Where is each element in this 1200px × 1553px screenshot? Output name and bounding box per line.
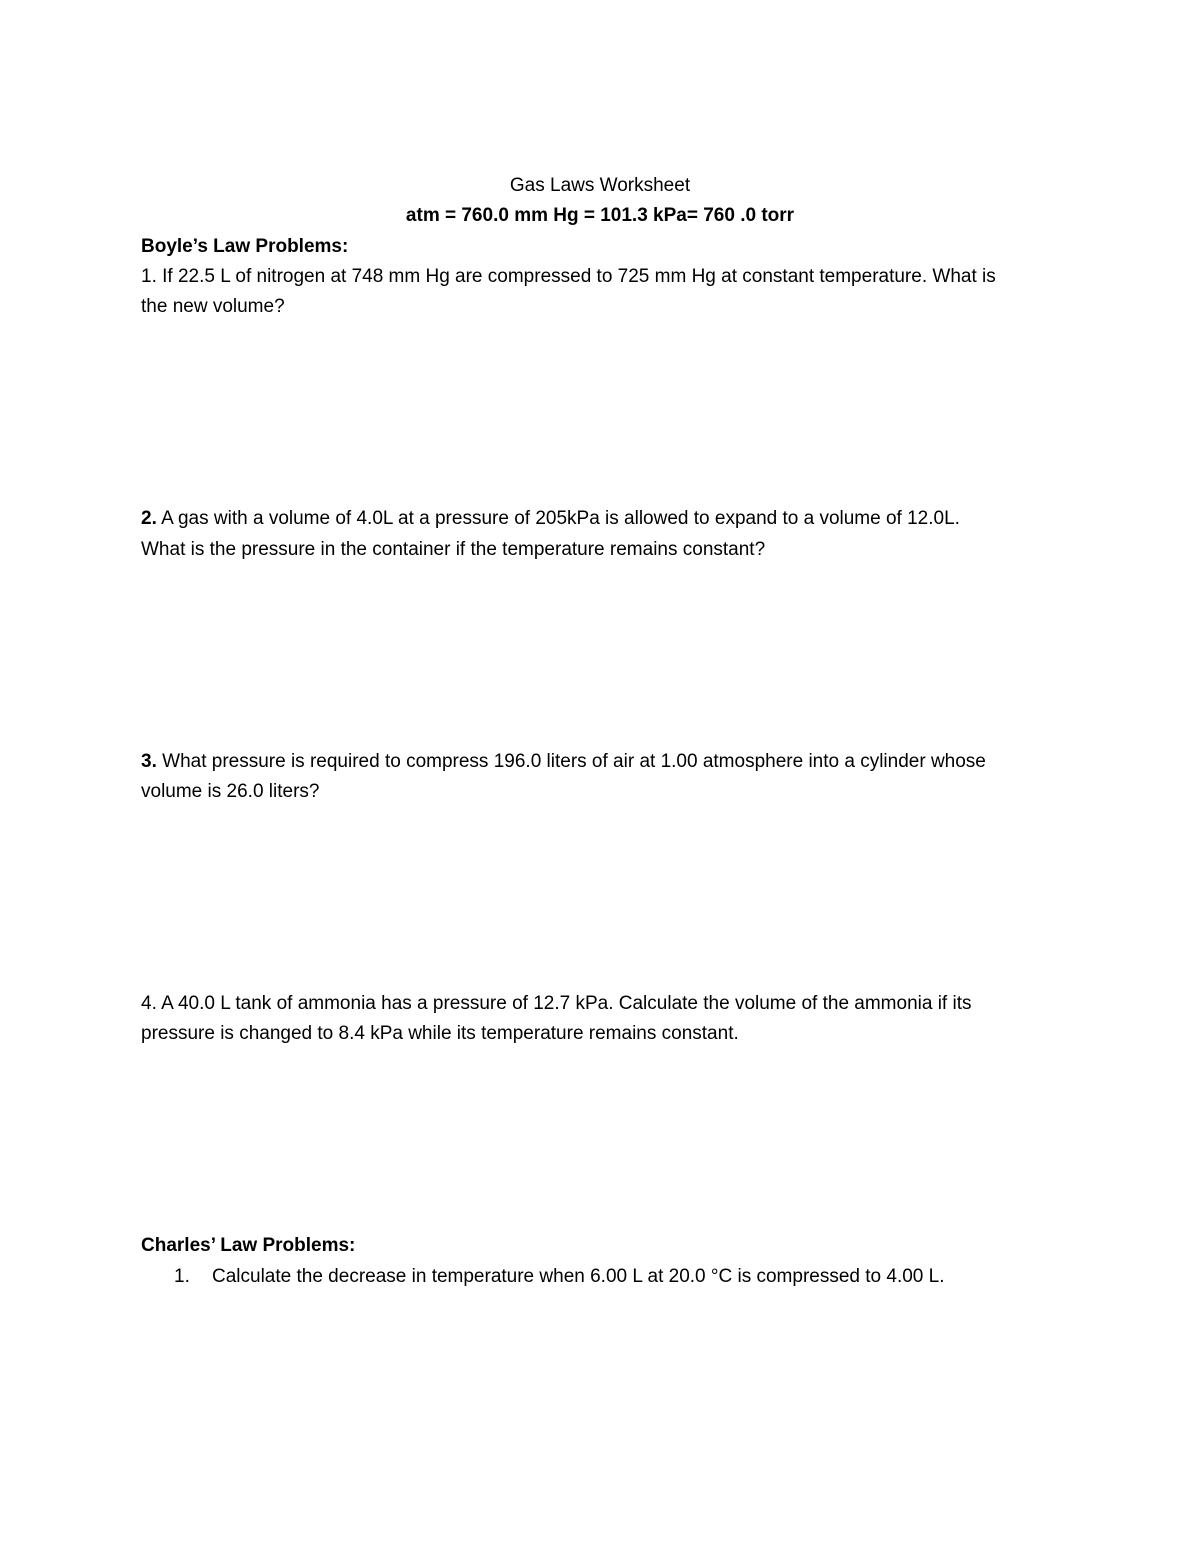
problem-text: A 40.0 L tank of ammonia has a pressure of 12.7 kPa. Calculate the volume of the ammonia if its [156, 993, 972, 1014]
boyles-problem-4-line-2: pressure is changed to 8.4 kPa while its temperature remains constant. [141, 1023, 739, 1044]
problem-number: 2. [141, 508, 157, 529]
problem-number: 1. [141, 266, 157, 287]
problem-number: 4. [141, 993, 157, 1014]
problem-text: What pressure is required to compress 196.0 liters of air at 1.00 atmosphere into a cylinder whose [156, 751, 986, 772]
problem-text: If 22.5 L of nitrogen at 748 mm Hg are compressed to 725 mm Hg at constant temperature. What is [156, 266, 996, 287]
boyles-problem-4-line-1 [141, 989, 972, 1019]
boyles-problem-2-line-2: What is the pressure in the container if the temperature remains constant? [141, 539, 766, 560]
boyles-problem-3-line-2: volume is 26.0 liters? [141, 781, 320, 802]
problem-number: 3. [141, 751, 157, 772]
boyles-problem-1-line-2: the new volume? [141, 296, 285, 317]
boyles-problem-3-line-1 [141, 747, 986, 777]
problem-text: A gas with a volume of 4.0L at a pressure of 205kPa is allowed to expand to a volume of 12.0L. [156, 508, 960, 529]
boyles-problem-1-line-1 [141, 262, 996, 292]
unit-conversion: atm = 760.0 mm Hg = 101.3 kPa= 760 .0 torr [405, 205, 795, 226]
boyles-law-heading: Boyle’s Law Problems: [141, 236, 349, 257]
boyles-problem-2-line-1 [141, 504, 960, 534]
charles-law-heading: Charles’ Law Problems: [141, 1235, 356, 1256]
charles-problem-1-number: 1. [174, 1266, 190, 1287]
charles-problem-1-text: Calculate the decrease in temperature when 6.00 L at 20.0 °C is compressed to 4.00 L. [212, 1266, 945, 1287]
page-title: Gas Laws Worksheet [509, 175, 691, 196]
